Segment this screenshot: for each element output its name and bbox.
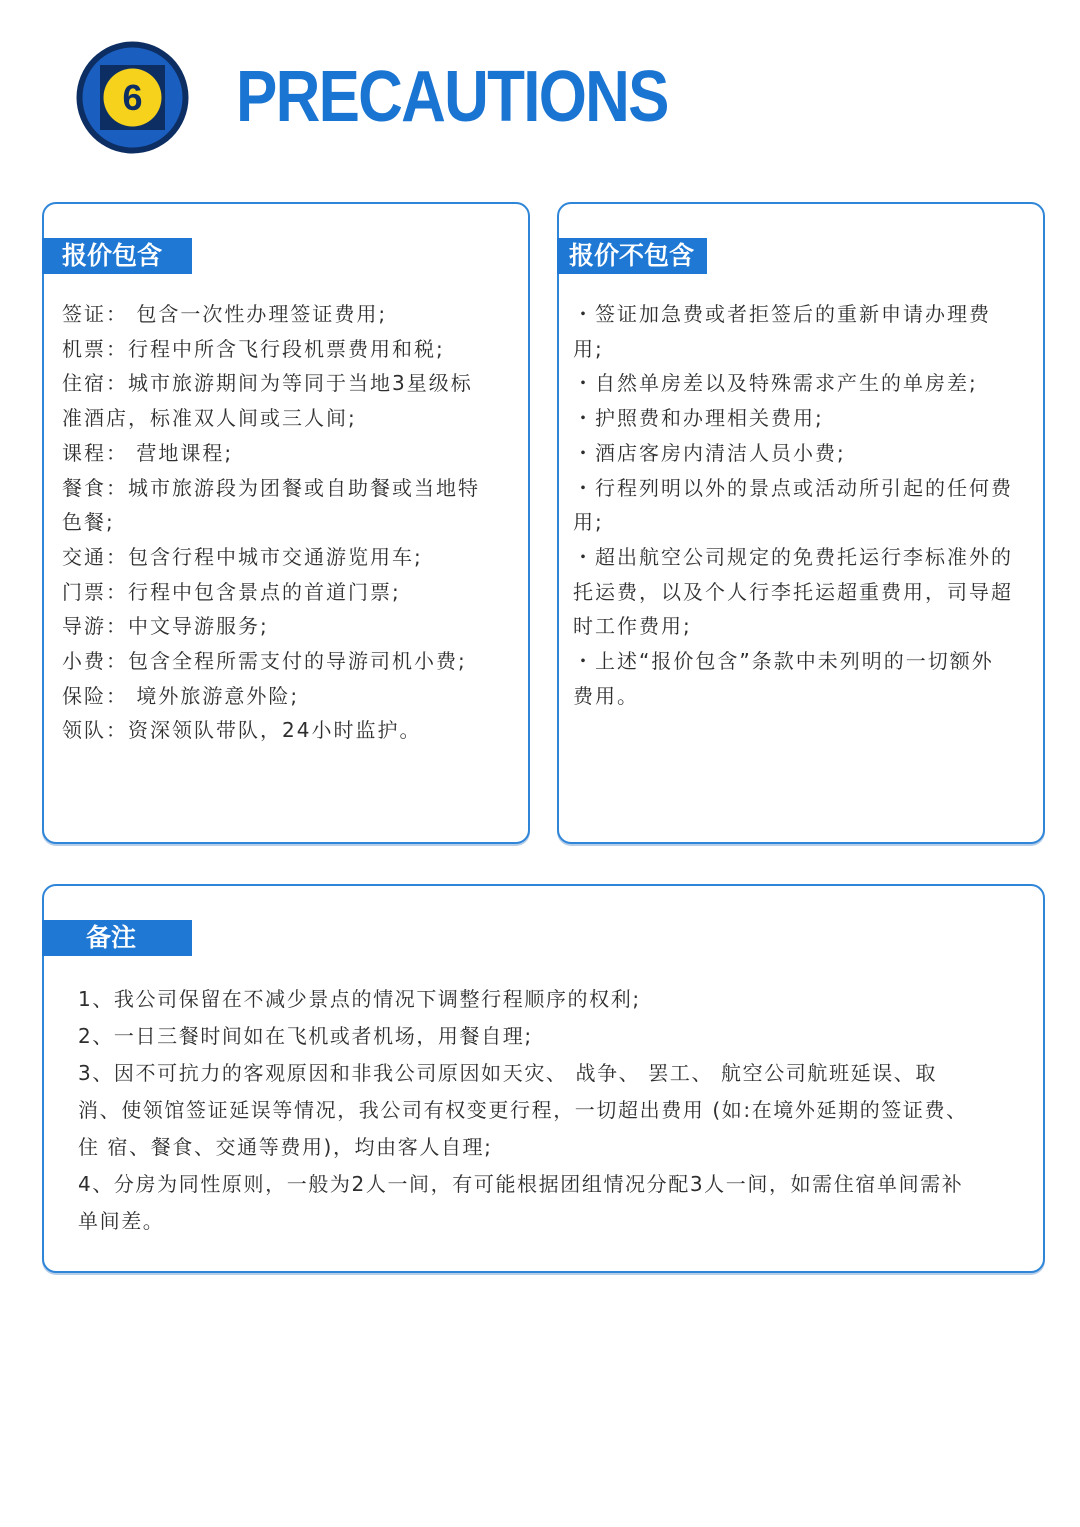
notes-list bbox=[78, 981, 1037, 1240]
excluded-panel-title: 报价不包含 bbox=[557, 238, 707, 274]
excluded-line: ・行程列明以外的景点或活动所引起的任何费 bbox=[573, 475, 1013, 500]
notes-panel-title: 备注 bbox=[42, 920, 192, 956]
excluded-panel bbox=[557, 202, 1045, 844]
included-line: 准酒店，标准双人间或三人间; bbox=[62, 406, 357, 431]
page-header bbox=[0, 0, 1080, 170]
excluded-line: 用; bbox=[573, 336, 604, 361]
excluded-line: ・上述“报价包含”条款中未列明的一切额外 bbox=[573, 649, 994, 674]
included-line: 机票：行程中所含飞行段机票费用和税; bbox=[62, 336, 445, 361]
included-list bbox=[62, 297, 518, 748]
excluded-list bbox=[573, 297, 1039, 713]
included-panel-title: 报价包含 bbox=[42, 238, 192, 274]
excluded-line: 用; bbox=[573, 510, 604, 535]
included-line: 签证： 包含一次性办理签证费用; bbox=[62, 302, 388, 326]
notes-line: 1、我公司保留在不减少景点的情况下调整行程顺序的权利; bbox=[78, 987, 641, 1011]
included-line: 住宿：城市旅游期间为等同于当地3星级标 bbox=[62, 371, 473, 396]
included-line: 小费：包含全程所需支付的导游司机小费; bbox=[62, 649, 467, 674]
notes-panel bbox=[42, 884, 1045, 1273]
notes-line: 消、使领馆签证延误等情况，我公司有权变更行程，一切超出费用 (如:在境外延期的签证费、 bbox=[78, 1098, 968, 1122]
included-line: 导游：中文导游服务; bbox=[62, 614, 269, 639]
included-line: 保险： 境外旅游意外险; bbox=[62, 683, 300, 708]
excluded-line: 托运费，以及个人行李托运超重费用，司导超 bbox=[573, 579, 1013, 604]
page-title: PRECAUTIONS bbox=[236, 57, 668, 137]
included-line: 门票：行程中包含景点的首道门票; bbox=[62, 579, 401, 604]
excluded-line: ・护照费和办理相关费用; bbox=[573, 406, 824, 431]
excluded-line: ・超出航空公司规定的免费托运行李标准外的 bbox=[573, 544, 1013, 569]
included-panel bbox=[42, 202, 530, 844]
excluded-line: ・自然单房差以及特殊需求产生的单房差; bbox=[573, 371, 978, 396]
included-line: 色餐; bbox=[62, 510, 115, 535]
notes-line: 4、分房为同性原则，一般为2人一间，有可能根据团组情况分配3人一间，如需住宿单间需补 bbox=[78, 1172, 964, 1196]
excluded-line: 时工作费用; bbox=[573, 614, 692, 639]
notes-line: 单间差。 bbox=[78, 1209, 165, 1233]
notes-line: 3、因不可抗力的客观原因和非我公司原因如天灾、 战争、 罢工、 航空公司航班延误、取 bbox=[78, 1061, 937, 1085]
section-number-badge bbox=[75, 40, 190, 155]
notes-line: 住 宿、餐食、交通等费用)，均由客人自理; bbox=[78, 1135, 493, 1159]
included-line: 餐食：城市旅游段为团餐或自助餐或当地特 bbox=[62, 475, 480, 500]
excluded-line: ・酒店客房内清洁人员小费; bbox=[573, 440, 846, 465]
included-line: 领队：资深领队带队，24小时监护。 bbox=[62, 718, 422, 743]
badge-number: 6 bbox=[122, 77, 143, 118]
excluded-line: 费用。 bbox=[573, 683, 639, 708]
excluded-line: ・签证加急费或者拒签后的重新申请办理费 bbox=[573, 302, 991, 326]
included-line: 课程： 营地课程; bbox=[62, 440, 234, 465]
included-line: 交通：包含行程中城市交通游览用车; bbox=[62, 544, 423, 569]
notes-line: 2、一日三餐时间如在飞机或者机场，用餐自理; bbox=[78, 1024, 533, 1048]
